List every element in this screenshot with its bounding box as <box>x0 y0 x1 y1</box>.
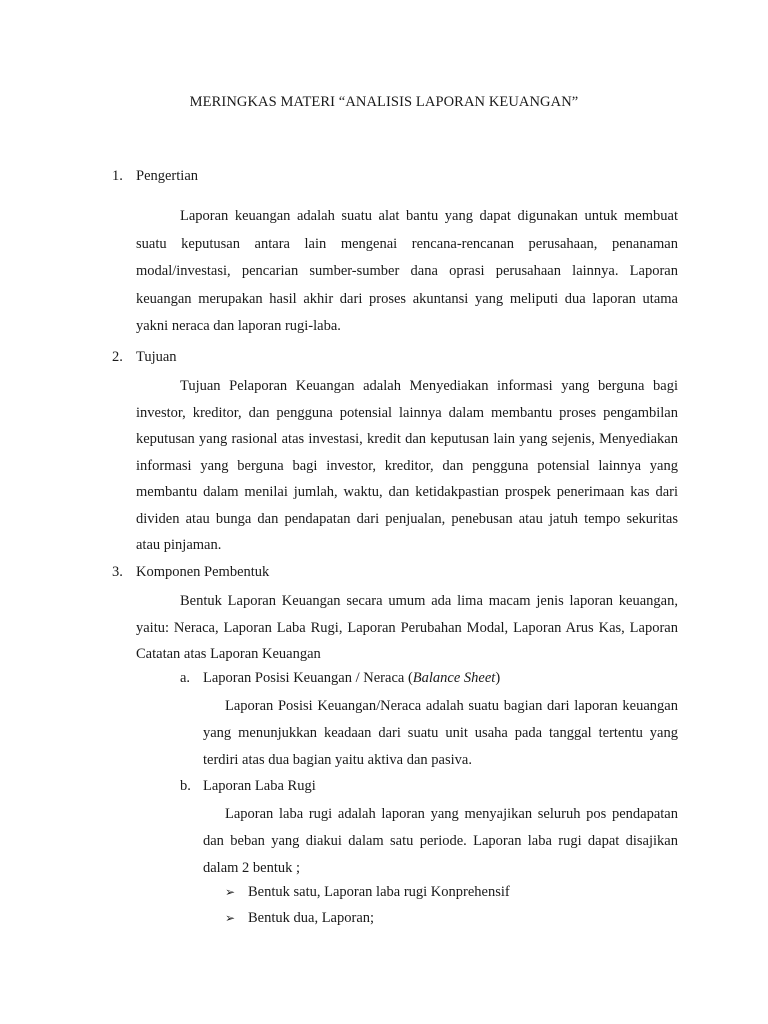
subsection-body-laba-rugi: Laporan laba rugi adalah laporan yang menyajikan seluruh pos pendapatan dan beban yang diakui dalam satu periode. Laporan laba rugi dapat disajikan dalam 2 bentuk ; <box>203 806 678 876</box>
subsection-letter: a. <box>180 670 191 686</box>
section-number: 2. <box>112 349 123 365</box>
section-title: Pengertian <box>136 168 199 184</box>
section-heading-tujuan <box>112 349 177 366</box>
bullet-item <box>225 910 374 927</box>
subsection-letter: b. <box>180 778 191 794</box>
document-title: MERINGKAS MATERI “ANALISIS LAPORAN KEUANGAN” <box>189 94 579 110</box>
section-title: Komponen Pembentuk <box>136 564 270 580</box>
subsection-title: Laporan Laba Rugi <box>203 778 316 794</box>
section-body-komponen: Bentuk Laporan Keuangan secara umum ada lima macam jenis laporan keuangan, yaitu: Neraca, Laporan Laba Rugi, Laporan Perubahan Modal, Laporan Arus Kas, Laporan Catatan atas Laporan Keuangan <box>136 593 678 662</box>
subsection-body-neraca: Laporan Posisi Keuangan/Neraca adalah suatu bagian dari laporan keuangan yang menunjukkan keadaan dari suatu unit usaha pada tanggal tertentu yang terdiri atas dua bagian yaitu aktiva dan pasiva. <box>203 698 678 768</box>
subsection-title-close: ) <box>495 670 501 686</box>
bullet-item <box>225 884 510 901</box>
section-body-pengertian: Laporan keuangan adalah suatu alat bantu yang dapat digunakan untuk membuat suatu keputusan antara lain mengenai rencana-rencanan perusahaan, penanaman modal/investasi, pencarian sumber-sumber dana oprasi perusahaan lainnya. Laporan keuangan merupakan hasil akhir dari proses akuntansi yang meliputi dua laporan utama yakni neraca dan laporan rugi-laba. <box>136 208 678 334</box>
bullet-text: Bentuk dua, Laporan; <box>248 910 375 926</box>
section-heading-pengertian <box>112 168 198 185</box>
section-number: 3. <box>112 564 123 580</box>
subsection-heading-neraca <box>180 670 500 687</box>
subsection-title-italic: Balance Sheet <box>412 670 496 686</box>
subsection-heading-laba-rugi <box>180 778 316 795</box>
section-heading-komponen <box>112 564 269 581</box>
arrow-bullet-icon: ➢ <box>225 911 236 925</box>
section-body-tujuan: Tujuan Pelaporan Keuangan adalah Menyediakan informasi yang berguna bagi investor, kreditor, dan pengguna potensial lainnya dalam membantu proses pengambilan keputusan yang rasional atas investasi, kredit dan keputusan lain yang sejenis, Menyediakan informasi yang berguna bagi investor, kreditor, dan pengguna potensial lainnya yang membantu dalam menilai jumlah, waktu, dan ketidakpastian prospek penerimaan kas dari dividen atau bunga dan pendapatan dari penjualan, penebusan atau jatuh tempo sekuritas atau pinjaman. <box>136 378 678 553</box>
arrow-bullet-icon: ➢ <box>225 885 236 899</box>
section-number: 1. <box>112 168 123 184</box>
section-title: Tujuan <box>136 349 177 365</box>
subsection-title: Laporan Posisi Keuangan / Neraca ( <box>203 670 413 686</box>
bullet-text: Bentuk satu, Laporan laba rugi Konprehensif <box>248 884 510 900</box>
